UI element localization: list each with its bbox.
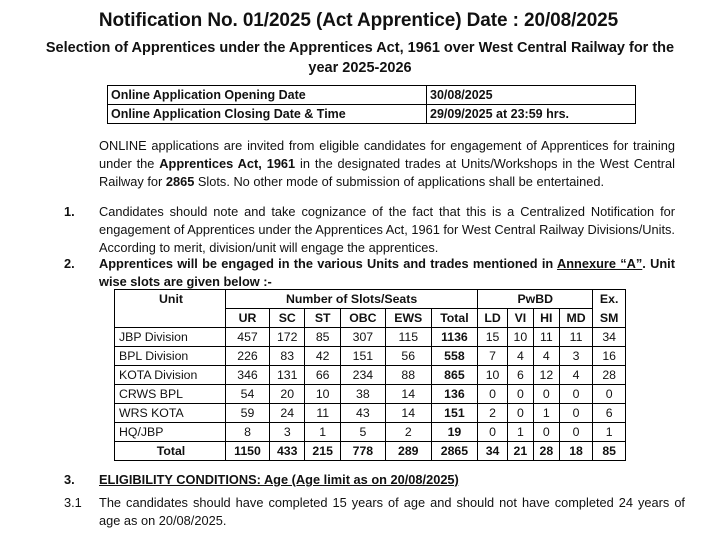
table-cell: 6 — [507, 366, 533, 385]
eligibility-heading: ELIGIBILITY CONDITIONS: Age (Age limit as on 20/08/2025) — [99, 472, 459, 487]
notification-title: Notification No. 01/2025 (Act Apprentice) Date : 20/08/2025 — [98, 10, 619, 31]
unit-name: KOTA Division — [115, 366, 226, 385]
table-cell: 433 — [270, 442, 305, 461]
table-cell: 66 — [305, 366, 340, 385]
annexure-a-reference: Annexure “A” — [556, 256, 643, 271]
point-2-text-2: . Unit wise slots are given below :- — [99, 256, 675, 289]
table-row — [115, 404, 626, 423]
table-cell: 42 — [305, 347, 340, 366]
subheader-obc: OBC — [340, 309, 385, 328]
table-cell: 14 — [385, 404, 431, 423]
table-cell: 234 — [340, 366, 385, 385]
subheader-sc: SC — [270, 309, 305, 328]
table-cell: 115 — [385, 328, 431, 347]
point-2-text-1: Apprentices will be engaged in the various Units and trades mentioned in — [99, 256, 557, 271]
table-cell: 59 — [226, 404, 270, 423]
table-cell: 8 — [226, 423, 270, 442]
table-cell: 4 — [559, 366, 593, 385]
table-cell: 0 — [533, 423, 559, 442]
subheader-st: ST — [305, 309, 340, 328]
point-1-number: 1. — [64, 204, 75, 219]
table-cell: 226 — [226, 347, 270, 366]
table-cell: 14 — [385, 385, 431, 404]
subheader-vi: VI — [507, 309, 533, 328]
table-cell: 0 — [559, 404, 593, 423]
subheader-ews: EWS — [385, 309, 431, 328]
unit-name: BPL Division — [115, 347, 226, 366]
table-cell: 21 — [507, 442, 533, 461]
closing-date-label: Online Application Closing Date & Time — [108, 105, 427, 124]
table-cell: 15 — [478, 328, 508, 347]
subheader-ur: UR — [226, 309, 270, 328]
table-cell: 136 — [431, 385, 477, 404]
point-3-1-number: 3.1 — [64, 495, 82, 510]
intro-text-2: in the designated trades at Units/Workshops in the West Central Railway for — [99, 156, 675, 189]
notification-subtitle: Selection of Apprentices under the Apprentices Act, 1961 over West Central Railway for the year 2025-2026 — [45, 40, 675, 76]
table-cell: 85 — [305, 328, 340, 347]
table-cell: 12 — [533, 366, 559, 385]
table-cell: 0 — [533, 385, 559, 404]
subheader-blank — [115, 309, 226, 328]
table-cell: 131 — [270, 366, 305, 385]
table-cell: 2 — [385, 423, 431, 442]
table-cell: 307 — [340, 328, 385, 347]
table-cell: 28 — [533, 442, 559, 461]
intro-text-1: ONLINE applications are invited from eligible candidates for engagement of Apprentices for training under the — [99, 138, 675, 171]
point-3-number: 3. — [64, 472, 75, 487]
table-cell: 43 — [340, 404, 385, 423]
table-cell: 215 — [305, 442, 340, 461]
table-cell: 18 — [559, 442, 593, 461]
subheader-ld: LD — [478, 309, 508, 328]
table-cell: 54 — [226, 385, 270, 404]
table-cell: 56 — [385, 347, 431, 366]
subheader-md: MD — [559, 309, 593, 328]
subheader-hi: HI — [533, 309, 559, 328]
table-cell: 558 — [431, 347, 477, 366]
table-cell: 1 — [593, 423, 626, 442]
table-row — [115, 423, 626, 442]
table-cell: 0 — [478, 385, 508, 404]
application-dates-table — [107, 85, 636, 124]
closing-date-row — [108, 105, 636, 124]
table-cell: 0 — [593, 385, 626, 404]
table-cell: 28 — [593, 366, 626, 385]
table-cell: 16 — [593, 347, 626, 366]
table-cell: 34 — [478, 442, 508, 461]
table-cell: 151 — [340, 347, 385, 366]
point-1-text: Candidates should note and take cognizance of the fact that this is a Centralized Notification for engagement of Apprentices under the Apprentices Act, 1961 for West Central Railway Divisions/Units. According to merit, division/unit will engage the apprentices. — [99, 204, 675, 255]
opening-date-value: 30/08/2025 — [427, 86, 636, 105]
table-cell: 11 — [305, 404, 340, 423]
unit-name: HQ/JBP — [115, 423, 226, 442]
point-2-text — [99, 255, 675, 291]
subheader-exsm: SM — [593, 309, 626, 328]
table-cell: 11 — [533, 328, 559, 347]
table-row — [115, 328, 626, 347]
table-cell: 20 — [270, 385, 305, 404]
table-cell: 1136 — [431, 328, 477, 347]
table-cell: 6 — [593, 404, 626, 423]
point-2-number: 2. — [64, 256, 75, 271]
table-cell: 85 — [593, 442, 626, 461]
table-cell: 10 — [305, 385, 340, 404]
table-cell: 7 — [478, 347, 508, 366]
table-cell: 289 — [385, 442, 431, 461]
point-3-1-text: The candidates should have completed 15 years of age and should not have completed 24 years of age as on 20/08/2025. — [99, 495, 685, 528]
table-cell: 0 — [478, 423, 508, 442]
table-cell: 457 — [226, 328, 270, 347]
table-cell: 24 — [270, 404, 305, 423]
table-header-row — [115, 290, 626, 309]
table-row — [115, 385, 626, 404]
table-cell: 88 — [385, 366, 431, 385]
table-cell: 778 — [340, 442, 385, 461]
unit-name: WRS KOTA — [115, 404, 226, 423]
unit-slots-table — [114, 289, 626, 461]
table-cell: 0 — [559, 385, 593, 404]
table-cell: 1 — [305, 423, 340, 442]
subheader-total: Total — [431, 309, 477, 328]
table-cell: 38 — [340, 385, 385, 404]
table-cell: 0 — [507, 404, 533, 423]
header-unit: Unit — [115, 290, 226, 309]
intro-slot-count: 2865 — [165, 174, 195, 189]
header-exsm: Ex. — [593, 290, 626, 309]
table-cell: 83 — [270, 347, 305, 366]
table-cell: 151 — [431, 404, 477, 423]
table-cell: 3 — [270, 423, 305, 442]
table-cell: 2865 — [431, 442, 477, 461]
table-cell: 2 — [478, 404, 508, 423]
table-cell: 0 — [559, 423, 593, 442]
unit-name: CRWS BPL — [115, 385, 226, 404]
table-cell: 1150 — [226, 442, 270, 461]
table-cell: 11 — [559, 328, 593, 347]
total-row — [115, 442, 626, 461]
table-cell: 1 — [533, 404, 559, 423]
table-cell: 172 — [270, 328, 305, 347]
intro-text-3: Slots. No other mode of submission of applications shall be entertained. — [194, 174, 605, 189]
table-cell: 3 — [559, 347, 593, 366]
table-cell: 5 — [340, 423, 385, 442]
table-cell: 1 — [507, 423, 533, 442]
unit-name: JBP Division — [115, 328, 226, 347]
table-cell: 34 — [593, 328, 626, 347]
table-cell: 4 — [507, 347, 533, 366]
unit-name: Total — [115, 442, 226, 461]
table-cell: 0 — [507, 385, 533, 404]
table-subheader-row — [115, 309, 626, 328]
closing-date-value: 29/09/2025 at 23:59 hrs. — [427, 105, 636, 124]
table-cell: 4 — [533, 347, 559, 366]
table-cell: 865 — [431, 366, 477, 385]
header-pwbd: PwBD — [478, 290, 593, 309]
intro-paragraph — [99, 137, 675, 191]
table-cell: 346 — [226, 366, 270, 385]
table-cell: 10 — [507, 328, 533, 347]
table-cell: 10 — [478, 366, 508, 385]
table-row — [115, 347, 626, 366]
table-cell: 19 — [431, 423, 477, 442]
table-row — [115, 366, 626, 385]
opening-date-label: Online Application Opening Date — [108, 86, 427, 105]
header-slots: Number of Slots/Seats — [226, 290, 478, 309]
intro-act-name: Apprentices Act, 1961 — [159, 156, 296, 171]
opening-date-row — [108, 86, 636, 105]
